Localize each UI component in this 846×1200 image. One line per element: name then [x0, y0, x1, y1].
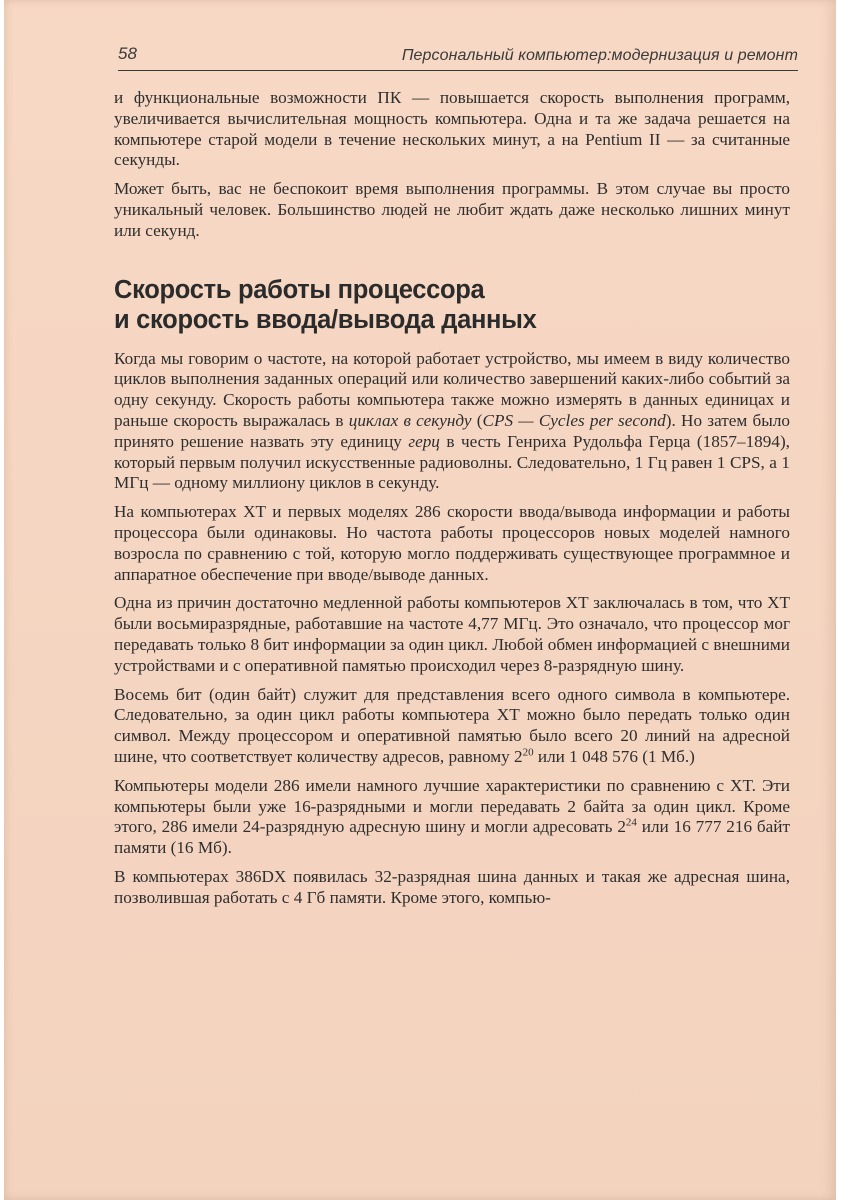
section-title-line-2: и скорость ввода/вывода данных [114, 305, 537, 334]
text-run: в честь Генриха Рудольфа Герца (1857–1894), который первым получил искусственные радиоволны. Следовательно, 1 Гц равен 1 CPS, а 1 МГц — одному миллиону циклов в секунду. [114, 431, 790, 493]
text-run: Восемь бит (один байт) служит для представления всего одного символа в компьютере. Следовательно, за один цикл работы компьютера XT можно было передать только один символ. Между процессором и оперативной памятью было всего 20 линий на адресной шине, что соответствует количеству адресов, равному 2 [114, 684, 790, 766]
paragraph-continuation: и функциональные возможности ПК — повышается скорость выполнения программ, увеличивается вычислительная мощность компьютера. Одна и та же задача решается на компьютере старой модели в течение нескольких минут, а на Pentium II — за считанные секунды. [114, 88, 790, 170]
paragraph-byte [114, 685, 790, 768]
text-run: Компьютеры модели 286 имели намного лучшие характеристики по сравнению с XT. Эти компьютеры были уже 16-разрядными и могли передавать 2 байта за один цикл. Кроме этого, 286 имели 24-разрядную адресную шину и могли адресовать 2 [114, 775, 790, 837]
term-hertz: герц [408, 431, 440, 451]
paragraph-waiting: Может быть, вас не беспокоит время выполнения программы. В этом случае вы просто уникальный человек. Большинство людей не любит ждать даже несколько лишних минут или секунд. [114, 179, 790, 240]
text-run: ). Но затем было принято решение назвать эту единицу [114, 410, 791, 451]
superscript: 20 [522, 746, 534, 759]
term-cps: CPS — Cycles per second [482, 410, 666, 430]
term-cycles-per-second: циклах в секунду [348, 410, 472, 430]
text-run: ( [471, 410, 483, 430]
section-title [114, 275, 790, 335]
page-number: 58 [118, 44, 137, 63]
paragraph-frequency [114, 349, 790, 495]
paragraph-xt-reason: Одна из причин достаточно медленной работы компьютеров XT заключалась в том, что XT были восьмиразрядные, работавшие на частоте 4,77 МГц. Это означало, что процессор мог передавать только 8 бит информации за один цикл. Любой обмен информацией с внешними устройствами и с оперативной памятью происходил через 8-разрядную шину. [114, 593, 790, 675]
running-title: Персональный компьютер:модернизация и ремонт [401, 47, 798, 64]
paragraph-386: В компьютерах 386DX появилась 32-разрядная шина данных и такая же адресная шина, позволившая работать с 4 Гб памяти. Кроме этого, компью- [114, 866, 790, 907]
text-run: или 16 777 216 байт памяти (16 Мб). [114, 817, 791, 858]
paragraph-xt-io: На компьютерах XT и первых моделях 286 скорости ввода/вывода информации и работы процессора были одинаковы. Но частота работы процессоров новых моделей намного возросла по сравнению с той, которую могло поддерживать существующее программное и аппаратное обеспечение при вводе/выводе данных. [114, 502, 790, 584]
text-run: Когда мы говорим о частоте, на которой работает устройство, мы имеем в виду количество циклов выполнения заданных операций или количество завершений каких-либо событий за одну секунду. Скорость работы компьютера также можно измерять в данных единицах и раньше скорость выражалась в [114, 348, 790, 430]
superscript: 24 [625, 816, 637, 829]
page-body [114, 88, 790, 917]
running-header [118, 40, 798, 71]
paragraph-286 [114, 776, 790, 859]
text-run: или 1 048 576 (1 Мб.) [533, 746, 695, 766]
section-title-line-1: Скорость работы процессора [114, 275, 485, 304]
